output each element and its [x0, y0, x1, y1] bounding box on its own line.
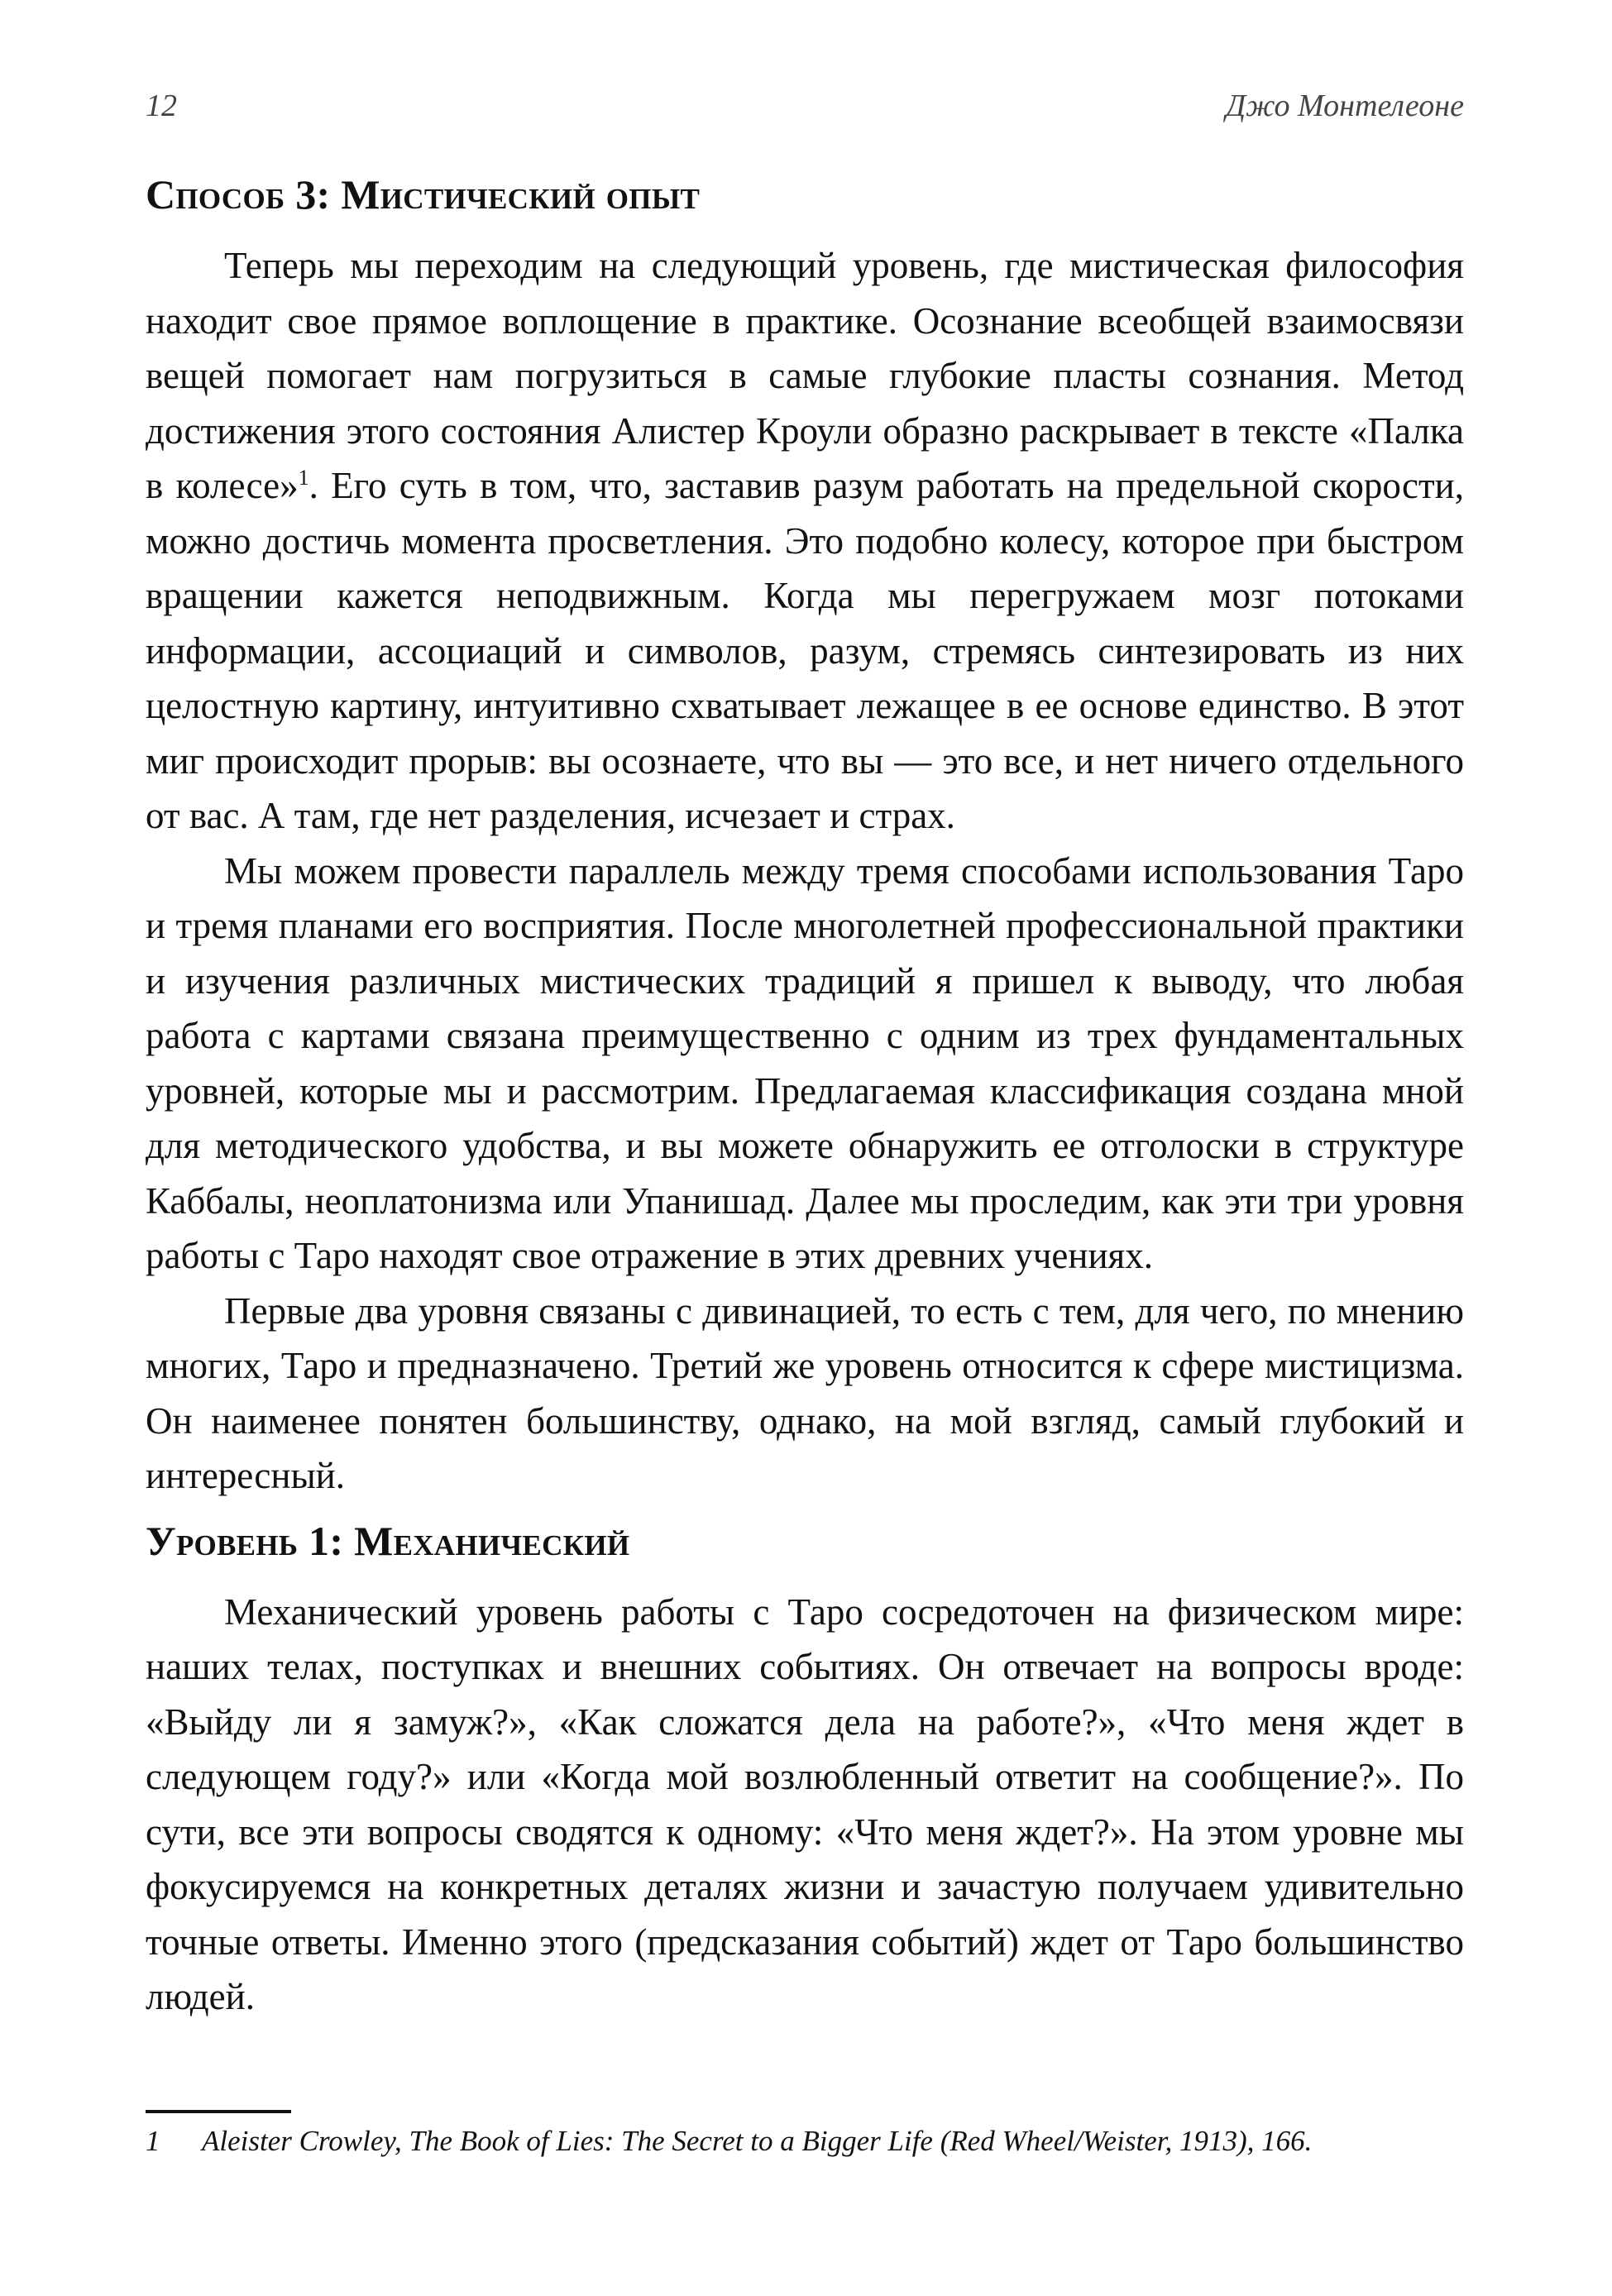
section-heading-mechanical-level: Уровень 1: Механический	[146, 1517, 630, 1564]
footnote	[146, 2121, 1464, 2161]
paragraph-text: Теперь мы переходим на следующий уровень, где мистическая философия находит свое прямое воплощение в практике. Осознание всеобщей взаимосвязи вещей помогает нам погрузиться в самые глубокие пласты сознания. Метод достижения этого состояния Алистер Кроули образно раскрывает в тексте «Палка в колесе»	[146, 245, 1464, 506]
paragraph: Механический уровень работы с Таро сосредоточен на физическом мире: наших телах, поступках и внешних событиях. Он отвечает на вопросы вроде: «Выйду ли я замуж?», «Как сложатся дела на работе?», «Что меня ждет в следующем году?» или «Когда мой возлюбленный ответит на сообщение?». По сути, все эти вопросы сводятся к одному: «Что меня ждет?». На этом уровне мы фокусируемся на конкретных деталях жизни и зачастую получаем удивительно точные ответы. Именно этого (предсказания событий) ждет от Таро большинство людей.	[146, 1590, 1464, 2017]
footnote-divider	[146, 2110, 291, 2113]
paragraph	[146, 238, 1464, 844]
paragraph: Первые два уровня связаны с дивинацией, то есть с тем, для чего, по мнению многих, Таро и предназначено. Третий же уровень относится к сфере мистицизма. Он наименее понятен большинству, однако, на мой взгляд, самый глубокий и интересный.	[146, 1289, 1464, 1496]
running-head	[146, 86, 1464, 126]
paragraph-text: . Его суть в том, что, заставив разум работать на предельной скорости, можно достичь момента просветления. Это подобно колесу, которое при быстром вращении кажется неподвижным. Когда мы перегружаем мозг потоками информации, ассоциаций и символов, разум, стремясь синтезировать из них целостную картину, интуитивно схватывает лежащее в ее основе единство. В этот миг происходит прорыв: вы осознаете, что вы — это все, и нет ничего отдельного от вас. А там, где нет разделения, исчезает и страх.	[146, 465, 1464, 836]
book-page	[146, 0, 1464, 2296]
running-head-author: Джо Монтелеоне	[1225, 88, 1464, 123]
page-number: 12	[146, 88, 177, 123]
footnote-reference[interactable]: 1	[298, 466, 309, 490]
page-content	[146, 165, 1464, 2025]
paragraph: Мы можем провести параллель между тремя способами использования Таро и тремя планами его восприятия. После многолетней профессиональной практики и изучения различных мистических традиций я пришел к выводу, что любая работа с картами связана преимущественно с одним из трех фундаментальных уровней, которые мы и рассмотрим. Предлагаемая классификация создана мной для методического удобства, и вы можете обнаружить ее отголоски в структуре Каббалы, неоплатонизма или Упанишад. Далее мы проследим, как эти три уровня работы с Таро находят свое отражение в этих древних учениях.	[146, 849, 1464, 1276]
footnote-text: Aleister Crowley, The Book of Lies: The Secret to a Bigger Life (Red Wheel/Weister, 1913), 166.	[202, 2125, 1313, 2157]
footnote-number: 1	[146, 2125, 160, 2157]
section-heading-mystical-experience: Способ 3: Мистический опыт	[146, 171, 701, 218]
